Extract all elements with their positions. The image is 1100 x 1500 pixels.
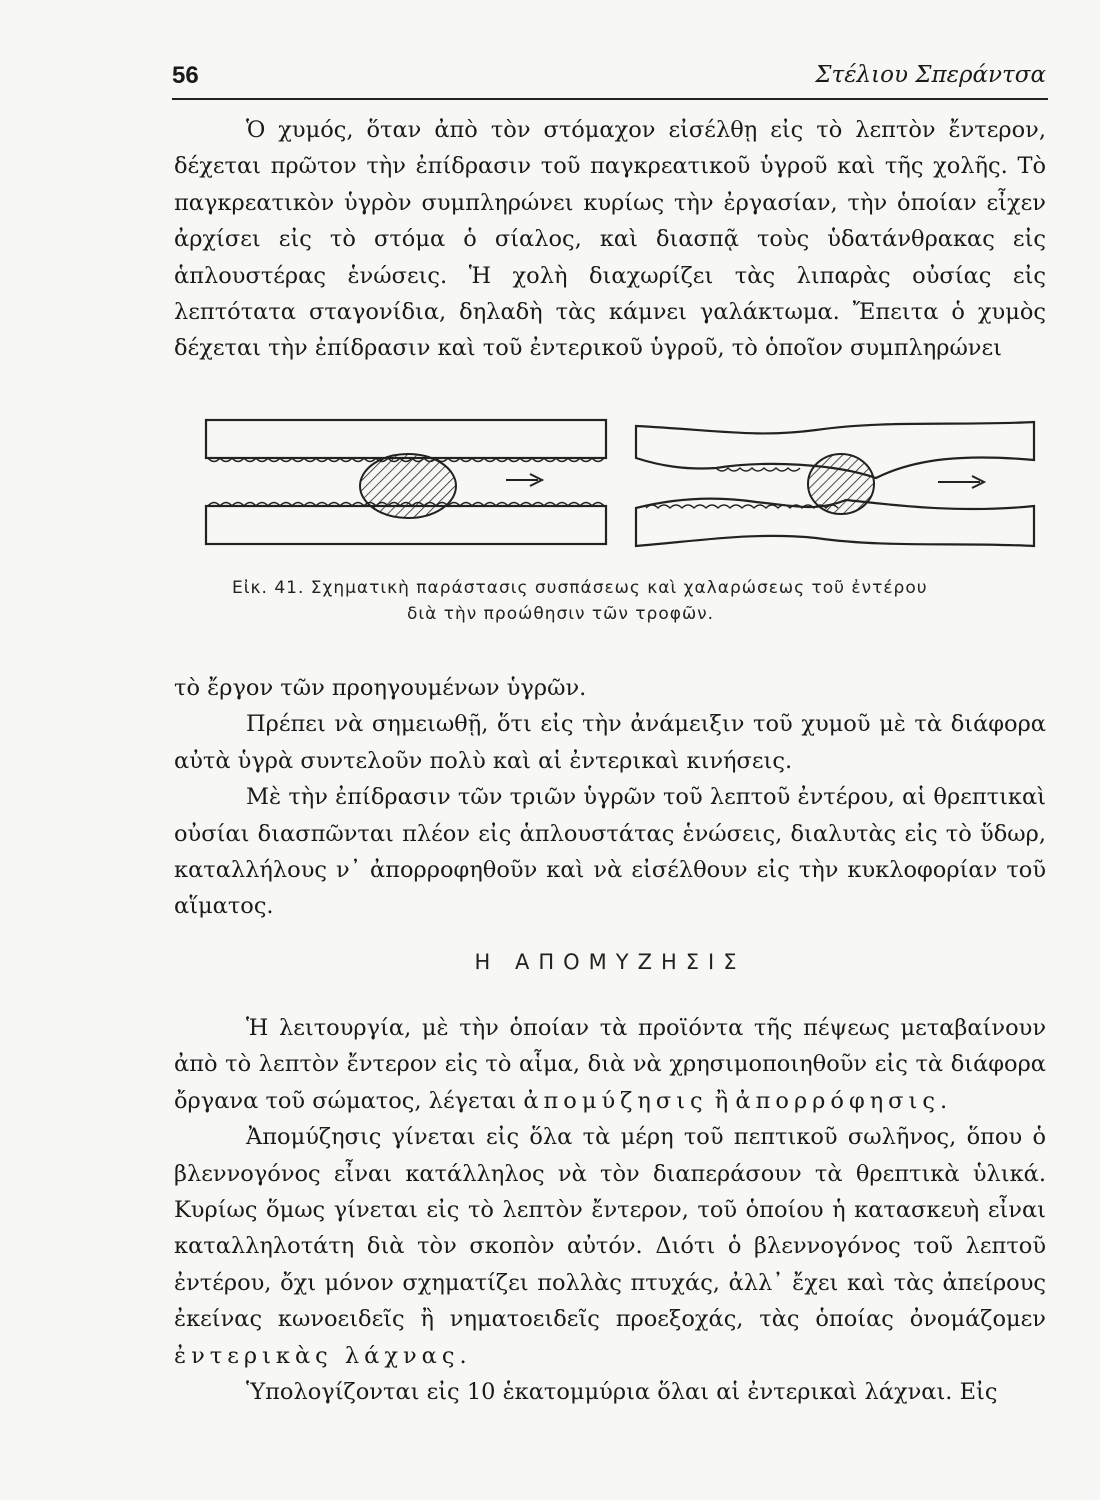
paragraph-digestion-result: Μὲ τὴν ἐπίδρασιν τῶν τριῶν ὑγρῶν τοῦ λεπτοῦ ἐντέρου, αἱ θρεπτικαὶ οὐσίαι διασπῶνται πλέον εἰς ἁπλουστάτας ἑνώσεις, διαλυτὰς εἰς τὸ ὕδωρ, καταλλήλους ν᾿ ἀπορροφηθοῦν καὶ νὰ εἰσέλθουν εἰς τὴν κυκλοφορίαν τοῦ αἵματος. [174,784,1046,920]
or-word: ἢ [714,1087,729,1114]
section-heading: Η ΑΠΟΜΥΖΗΣΙΣ [474,950,746,974]
caption-line-2: διὰ τὴν προώθησιν τῶν τροφῶν. [407,604,715,624]
figure-caption [232,575,1032,627]
figure-41-intestine-diagram [196,408,1044,558]
bottom-text-block [174,1010,1046,1410]
term-aporrofisis: ἀπορρόφησις. [735,1087,953,1114]
top-text-block [174,112,1046,367]
caption-line-1: Εἰκ. 41. Σχηματικὴ παράστασις συσπάσεως καὶ χαλαρώσεως τοῦ ἐντέρου [232,578,928,598]
middle-text-block [174,670,1046,925]
paragraph-mixing: Πρέπει νὰ σημειωθῇ, ὅτι εἰς τὴν ἀνάμειξιν τοῦ χυμοῦ μὲ τὰ διάφορα αὐτὰ ὑγρὰ συντελοῦν πολὺ καὶ αἱ ἐντερικαὶ κινήσεις. [174,711,1046,774]
page-header [172,62,1048,100]
intestine-diagram-contracted [206,420,606,544]
absorption-location-text: Ἀπομύζησις γίνεται εἰς ὅλα τὰ μέρη τοῦ πεπτικοῦ σωλῆνος, ὅπου ὁ βλεννογόνος εἶναι κατάλληλος νὰ τὸν διαπεράσουν τὰ θρεπτικὰ ὑλικά. Κυρίως ὅμως γίνεται εἰς τὸ λεπτὸν ἔντερον, τοῦ ὁποίου ἡ κατασκευὴ εἶναι καταλληλοτάτη διὰ τὸν σκοπὸν αὐτόν. Διότι ὁ βλεννογόνος τοῦ λεπτοῦ ἐντέρου, ὄχι μόνον σχηματίζει πολλὰς πτυχάς, ἀλλ᾿ ἔχει καὶ τὰς ἀπείρους ἐκείνας κωνοειδεῖς ἢ νηματοειδεῖς προεξοχάς, τὰς ὁποίας ὀνομάζομεν [174,1124,1046,1333]
term-apomyzisis: ἀπομύζησις [523,1087,708,1114]
intestine-diagram-relaxed [636,422,1034,546]
running-head: Στέλιου Σπεράντσα [815,62,1046,88]
paragraph-continuation: τὸ ἔργον τῶν προηγουμένων ὑγρῶν. [174,675,587,701]
paragraph-absorption-location [174,1119,1046,1374]
paragraph-villi-count: Ὑπολογίζονται εἰς 10 ἑκατομμύρια ὅλαι αἱ ἐντερικαὶ λάχναι. Εἰς [246,1379,998,1406]
absorption-definition-text: Ἡ λειτουργία, μὲ τὴν ὁποίαν τὰ προϊόντα τῆς πέψεως μεταβαίνουν ἀπὸ τὸ λεπτὸν ἔντερον εἰς τὸ αἷμα, διὰ νὰ χρησιμοποιηθοῦν εἰς τὰ διάφορα ὄργανα τοῦ σώματος, λέγεται [174,1015,1046,1114]
term-villi: ἐντερικὰς λάχνας. [174,1342,472,1369]
paragraph-absorption-definition [174,1010,1046,1119]
page-number: 56 [172,62,199,89]
paragraph-chyme: Ὁ χυμός, ὅταν ἀπὸ τὸν στόμαχον εἰσέλθῃ εἰς τὸ λεπτὸν ἔντερον, δέχεται πρῶτον τὴν ἐπίδρασιν τοῦ παγκρεατικοῦ ὑγροῦ καὶ τῆς χολῆς. Τὸ παγκρεατικὸν ὑγρὸν συμπληρώνει κυρίως τὴν ἐργασίαν, τὴν ὁποίαν εἶχεν ἀρχίσει εἰς τὸ στόμα ὁ σίαλος, καὶ διασπᾷ τοὺς ὑδατάνθρακας εἰς ἁπλουστέρας ἑνώσεις. Ἡ χολὴ διαχωρίζει τὰς λιπαρὰς οὐσίας εἰς λεπτότατα σταγονίδια, δηλαδὴ τὰς κάμνει γαλάκτωμα. Ἔπειτα ὁ χυμὸς δέχεται τὴν ἐπίδρασιν καὶ τοῦ ἐντερικοῦ ὑγροῦ, τὸ ὁποῖον συμπληρώνει [174,117,1046,362]
